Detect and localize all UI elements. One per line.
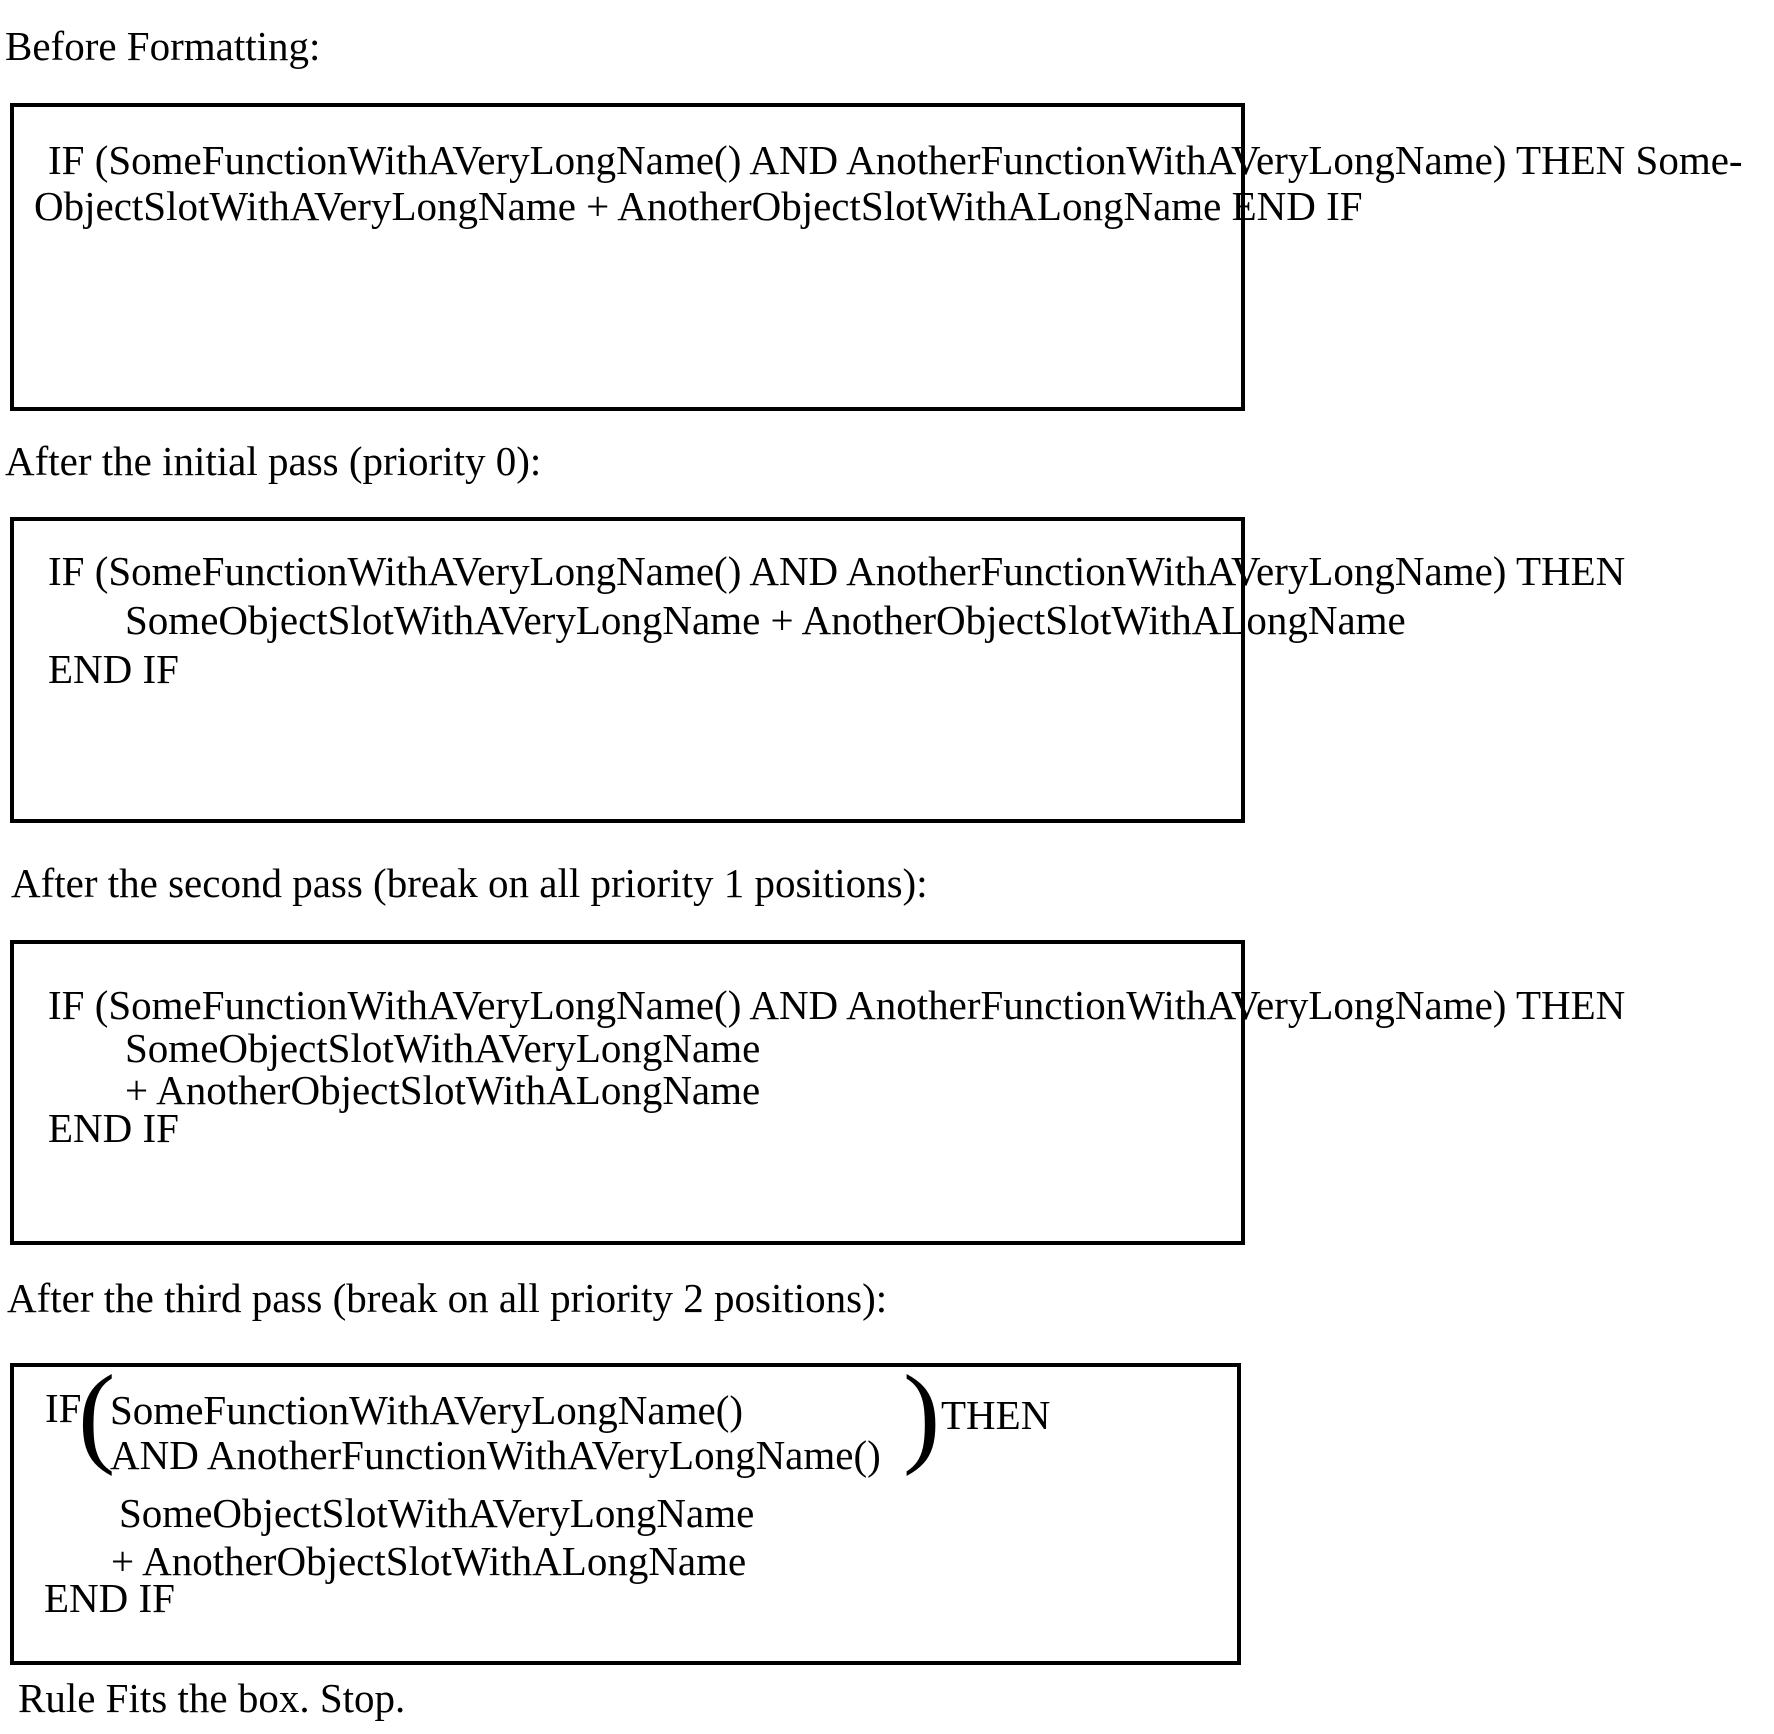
code-line: + AnotherObjectSlotWithALongName [125,1067,761,1113]
if-keyword: IF [45,1385,82,1431]
heading-third-pass: After the third pass (break on all priority 2 positions): [7,1275,888,1321]
code-line: SomeObjectSlotWithAVeryLongName + AnotherObjectSlotWithALongName [125,597,1406,643]
code-line: + AnotherObjectSlotWithALongName [111,1538,747,1584]
code-line: ObjectSlotWithAVeryLongName + AnotherObjectSlotWithALongName END IF [34,183,1363,229]
rule-box-second-pass [10,940,1626,1245]
code-line: IF (SomeFunctionWithAVeryLongName() AND AnotherFunctionWithAVeryLongName) THEN [48,982,1626,1028]
big-close-paren: ) [903,1353,941,1477]
heading-before-formatting: Before Formatting: [5,23,321,69]
code-line: SomeObjectSlotWithAVeryLongName [119,1490,755,1536]
condition-line: SomeFunctionWithAVeryLongName() [110,1387,743,1433]
code-line: IF (SomeFunctionWithAVeryLongName() AND AnotherFunctionWithAVeryLongName) THEN [48,548,1626,594]
code-line: IF (SomeFunctionWithAVeryLongName() AND AnotherFunctionWithAVeryLongName) THEN Some- [48,137,1743,183]
heading-initial-pass: After the initial pass (priority 0): [5,438,542,484]
condition-line: AND AnotherFunctionWithAVeryLongName() [110,1432,881,1478]
end-if-keyword: END IF [44,1575,175,1621]
footer-note: Rule Fits the box. Stop. [18,1675,406,1721]
code-line: END IF [48,1105,179,1151]
then-keyword: THEN [941,1392,1051,1438]
rule-box-before-formatting [10,103,1743,411]
heading-second-pass: After the second pass (break on all priority 1 positions): [11,860,928,906]
code-line: SomeObjectSlotWithAVeryLongName [125,1025,761,1071]
big-open-paren: ( [78,1353,116,1477]
rule-box-third-pass [10,1353,1241,1665]
code-line: END IF [48,646,179,692]
rule-box-initial-pass [10,517,1626,823]
